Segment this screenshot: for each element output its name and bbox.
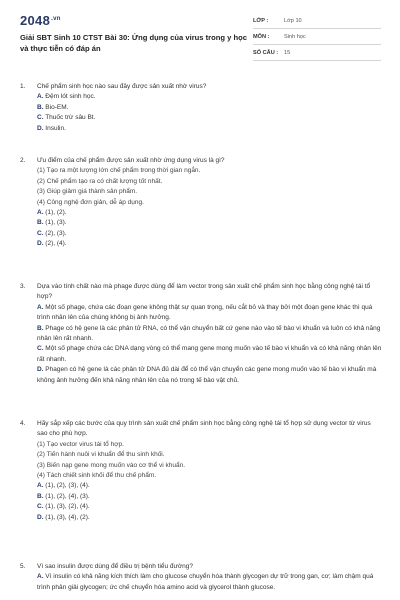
- option-d[interactable]: [37, 239, 382, 249]
- option-letter: C.: [37, 503, 44, 511]
- meta-row-grade: [253, 13, 381, 29]
- question-4: [20, 419, 382, 562]
- question-number: 5.: [20, 563, 26, 570]
- logo-suffix: .vn: [51, 15, 61, 22]
- meta-value: 15: [284, 49, 291, 56]
- option-a[interactable]: [37, 303, 382, 324]
- meta-key: MÔN :: [253, 33, 270, 40]
- page-header: [0, 0, 400, 64]
- option-letter: A.: [37, 573, 44, 581]
- question-stem: Chế phẩm sinh học nào sau đây được sản xuất nhờ virus?: [37, 83, 207, 90]
- option-text: Một số phage chứa các DNA dạng vòng có thể mang gene mong muốn vào tế bào vi khuẩn và có khả năng nhân lên rất nhanh.: [37, 345, 382, 363]
- question-stem: Vì sao insulin được dùng để điều trị bệnh tiểu đường?: [37, 563, 193, 570]
- document-title: Giải SBT Sinh 10 CTST Bài 30: Ứng dụng của virus trong y học và thực tiễn có đáp án: [20, 33, 247, 53]
- option-letter: A.: [37, 482, 44, 490]
- option-d[interactable]: [37, 365, 382, 386]
- statement-line: (2) Tiến hành nuôi vi khuẩn để thu sinh khối.: [37, 451, 165, 459]
- option-letter: C.: [37, 345, 44, 353]
- statement-line: (1) Tạo vector virus tái tổ hợp.: [37, 440, 124, 448]
- option-text: (1), (3), (4), (2).: [43, 513, 90, 521]
- question-stem: Ưu điểm của chế phẩm được sản xuất nhờ ứng dụng virus là gì?: [37, 157, 225, 164]
- option-letter: D.: [37, 124, 44, 132]
- question-1: [20, 82, 382, 156]
- option-a[interactable]: [37, 92, 382, 102]
- statement-line: (4) Tách chiết sinh khối để thu chế phẩm.: [37, 472, 157, 480]
- option-b[interactable]: [37, 492, 382, 502]
- question-5: [20, 562, 382, 593]
- question-3: [20, 282, 382, 419]
- question-number: 1.: [20, 83, 26, 90]
- option-letter: C.: [37, 229, 44, 237]
- option-letter: B.: [37, 492, 44, 500]
- option-text: Thuốc trừ sâu Bt.: [43, 114, 96, 122]
- option-b[interactable]: [37, 218, 382, 228]
- site-logo[interactable]: [20, 13, 61, 28]
- option-a[interactable]: [37, 572, 382, 593]
- option-text: (1), (2).: [43, 209, 67, 217]
- meta-key: SỐ CÂU :: [253, 49, 279, 56]
- option-b[interactable]: [37, 324, 382, 345]
- option-text: (1), (2), (3), (4).: [43, 482, 90, 490]
- question-stem: Dựa vào tính chất nào mà phage được dùng để làm vector trong sản xuất chế phẩm sinh học bằng công nghệ tái tổ hợp?: [37, 283, 371, 301]
- option-a[interactable]: [37, 208, 382, 218]
- option-c[interactable]: [37, 502, 382, 512]
- option-text: (2), (4).: [43, 240, 67, 248]
- statement-line: (2) Chế phẩm tạo ra có chất lượng tốt nhất.: [37, 177, 163, 185]
- option-text: (1), (3).: [43, 219, 67, 227]
- option-letter: B.: [37, 324, 44, 332]
- question-stem: Hãy sắp xếp các bước của quy trình sản xuất chế phẩm sinh học bằng công nghệ tái tổ hợp sử dụng vector từ virus sao cho phù hợp.: [37, 420, 371, 438]
- option-text: (1), (2), (4), (3).: [43, 492, 90, 500]
- meta-box: [253, 13, 381, 61]
- option-text: (2), (3).: [43, 229, 67, 237]
- option-text: Phage có hệ gene là các phân tử RNA, có thể vận chuyển bất cứ gene nào vào tế bào vi khuẩn và luôn có khả năng nhân lên rất nhanh.: [37, 324, 381, 343]
- option-d[interactable]: [37, 124, 382, 134]
- option-letter: A.: [37, 209, 44, 217]
- option-text: Insulin.: [43, 124, 66, 132]
- meta-row-subject: [253, 29, 381, 45]
- option-text: Đệm lót sinh học.: [43, 93, 96, 101]
- meta-row-count: [253, 45, 381, 61]
- option-d[interactable]: [37, 513, 382, 523]
- option-letter: C.: [37, 114, 44, 122]
- option-text: Một số phage, chứa các đoạn gene không thật sự quan trọng, nếu cắt bỏ và thay bởi một đoạn gene khác thì quá trình nhân lên của chúng không bị ảnh hưởng.: [37, 303, 373, 322]
- question-2: [20, 156, 382, 282]
- question-number: 3.: [20, 283, 26, 290]
- option-letter: D.: [37, 366, 44, 374]
- option-a[interactable]: [37, 481, 382, 491]
- option-letter: B.: [37, 219, 44, 227]
- statement-line: (3) Giúp giảm giá thành sản phẩm.: [37, 188, 138, 196]
- option-letter: A.: [37, 93, 44, 101]
- meta-value: Sinh học: [284, 33, 306, 40]
- question-list: [20, 82, 382, 593]
- option-text: Vì insulin có khả năng kích thích làm cho glucose chuyển hóa thành glycogen dự trữ trong gan, cơ; làm chậm quá trình phân giải glycogen; ức chế chuyển hóa amino acid và glycerol thành glucose.: [37, 573, 374, 591]
- meta-key: LỚP :: [253, 17, 269, 24]
- option-letter: B.: [37, 103, 44, 111]
- option-text: (1), (3), (2), (4).: [43, 503, 90, 511]
- option-letter: A.: [37, 303, 44, 311]
- statement-line: (4) Công nghệ đơn giản, dễ áp dụng.: [37, 198, 144, 206]
- option-c[interactable]: [37, 113, 382, 123]
- option-text: Bio-EM.: [43, 103, 69, 111]
- option-letter: D.: [37, 240, 44, 248]
- statement-line: (3) Biến nạp gene mong muốn vào cơ thể vi khuẩn.: [37, 461, 186, 469]
- statement-line: (1) Tạo ra một lượng lớn chế phẩm trong thời gian ngắn.: [37, 167, 201, 175]
- logo-text: 2048: [20, 13, 51, 28]
- question-number: 2.: [20, 157, 26, 164]
- option-c[interactable]: [37, 344, 382, 365]
- option-b[interactable]: [37, 103, 382, 113]
- meta-value: Lớp 10: [284, 17, 302, 24]
- option-c[interactable]: [37, 229, 382, 239]
- option-letter: D.: [37, 513, 44, 521]
- option-text: Phagen có hệ gene là các phân tử DNA đủ dài để có thể vận chuyển các gene mong muốn vào tế bào vi khuẩn mà không ảnh hưởng đến khả năng nhân lên của nó trong tế bào vật chủ.: [37, 366, 377, 384]
- question-number: 4.: [20, 420, 26, 427]
